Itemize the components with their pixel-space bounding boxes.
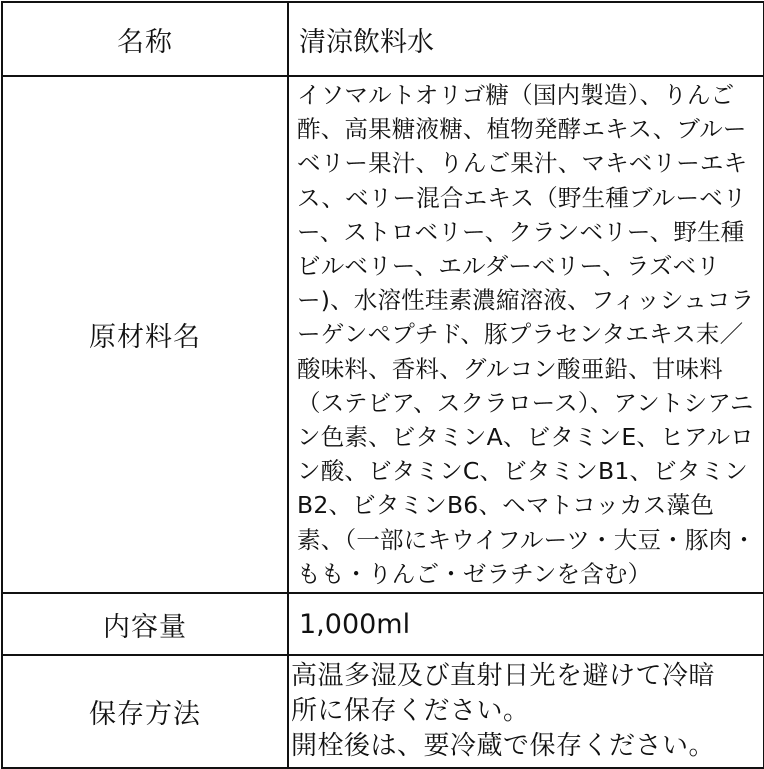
storage-line-2: 所に保存ください。 [291, 696, 530, 726]
product-label-table [1, 1, 764, 769]
table-row-ingredients [2, 76, 764, 593]
row-value-name: 清涼飲料水 [288, 2, 764, 76]
row-key-name: 名称 [2, 2, 288, 76]
ingredients-text: イソマルトオリゴ糖（国内製造）、りんご酢、高果糖液糖、植物発酵エキス、ブルーベリー果汁、りんご果汁、マキベリーエキス、ベリー混合エキス（野生種ブルーベリー、ストロベリー、クランベリー、野生種ビルベリー、エルダーベリー、ラズベリー)、水溶性珪素濃縮溶液、フィッシュコラーゲンペプチド、豚プラセンタエキス末／酸味料、香料、グルコン酸亜鉛、甘味料（ステビア、スクラロース）、アントシアニン色素、ビタミンA、ビタミンE、ヒアルロン酸、ビタミンC、ビタミンB1、ビタミンB2、ビタミンB6、ヘマトコッカス藻色素、（一部にキウイフルーツ・大豆・豚肉・もも・りんご・ゼラチンを含む） [297, 80, 756, 588]
table-row-volume [2, 593, 764, 655]
table-row-name [2, 2, 764, 76]
row-key-ingredients: 原材料名 [2, 76, 288, 593]
row-key-storage: 保存方法 [2, 655, 288, 768]
storage-line-3: 開栓後は、要冷蔵で保存ください。 [291, 731, 716, 761]
table-row-storage [2, 655, 764, 768]
row-key-volume: 内容量 [2, 593, 288, 655]
row-value-ingredients-cell [288, 76, 764, 593]
row-value-storage [288, 655, 764, 768]
row-value-volume: 1,000ml [288, 593, 764, 655]
storage-line-1: 高温多湿及び直射日光を避けて冷暗 [291, 661, 716, 691]
